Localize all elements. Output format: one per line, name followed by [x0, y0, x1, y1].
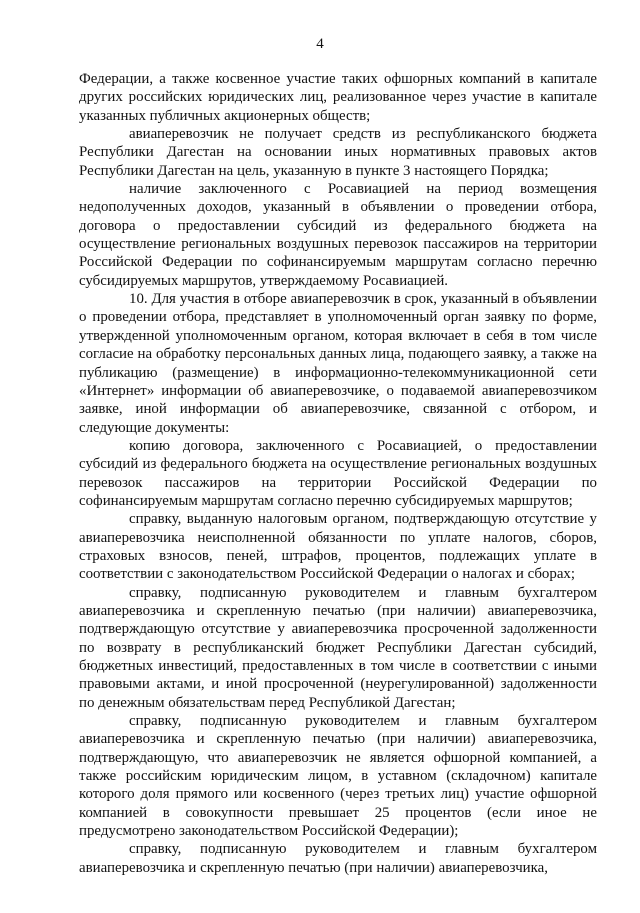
- paragraph-no-republic-funds: авиаперевозчик не получает средств из республиканского бюджета Республики Дагестан на основании иных нормативных правовых актов Республики Дагестан на цель, указанную в пункте 3 настоящего Порядка;: [79, 126, 597, 179]
- paragraph-item-10: 10. Для участия в отборе авиаперевозчик в срок, указанный в объявлении о проведении отбора, представляет в уполномоченный орган заявку по форме, утвержденной уполномоченным органом, которая включает в себя в том числе согласие на обработку персональных данных лица, подающего заявку, а также на публикацию (размещение) в информационно-телекоммуникационной сети «Интернет» информации об авиаперевозчике, о подаваемой авиаперевозчиком заявке, иной информации об авиаперевозчике, связанной с отбором, и следующие документы:: [79, 291, 597, 436]
- paragraph-certificate-continued: справку, подписанную руководителем и главным бухгалтером авиаперевозчика и скрепленную печатью (при наличии) авиаперевозчика,: [79, 841, 597, 876]
- document-body: [79, 70, 597, 877]
- paragraph-contract-copy: копию договора, заключенного с Росавиацией, о предоставлении субсидий из федерального бюджета на осуществление региональных воздушных перевозок пассажиров на территории Российской Федерации по софинансируемым маршрутам согласно перечню субсидируемых маршрутов;: [79, 437, 597, 509]
- paragraph-tax-certificate: справку, выданную налоговым органом, подтверждающую отсутствие у авиаперевозчика неисполненной обязанности по уплате налогов, сборов, страховых взносов, пеней, штрафов, процентов, подлежащих уплате в соответствии с законодательством Российской Федерации о налогах и сборах;: [79, 511, 597, 583]
- paragraph-offshore-continuation: Федерации, а также косвенное участие таких офшорных компаний в капитале других российских юридических лиц, реализованное через участие в капитале указанных публичных акционерных обществ;: [79, 71, 597, 124]
- paragraph-offshore-certificate: справку, подписанную руководителем и главным бухгалтером авиаперевозчика и скрепленную печатью (при наличии) авиаперевозчика, подтверждающую, что авиаперевозчик не является офшорной компанией, а также российским юридическим лицом, в уставном (складочном) капитале которого доля прямого или косвенного (через третьих лиц) участие офшорной компанией в совокупности превышает 25 процентов (если иное не предусмотрено законодательством Российской Федерации);: [79, 713, 597, 840]
- page-number: 4: [316, 36, 324, 52]
- paragraph-rosaviatsia-contract: наличие заключенного с Росавиацией на период возмещения недополученных доходов, указанный в объявлении о проведении отбора, договора о предоставлении субсидий из федерального бюджета на осуществление региональных воздушных перевозок пассажиров на территории Российской Федерации по софинансируемым маршрутам согласно перечню субсидируемых маршрутов, утверждаемому Росавиацией.: [79, 181, 597, 289]
- paragraph-debt-certificate: справку, подписанную руководителем и главным бухгалтером авиаперевозчика и скрепленную печатью (при наличии) авиаперевозчика, подтверждающую отсутствие у авиаперевозчика просроченной задолженности по возврату в республиканский бюджет Республики Дагестан субсидий, бюджетных инвестиций, предоставленных в том числе в соответствии с иными правовыми актами, и иной просроченной (неурегулированной) задолженности по денежным обязательствам перед Республикой Дагестан;: [79, 584, 597, 711]
